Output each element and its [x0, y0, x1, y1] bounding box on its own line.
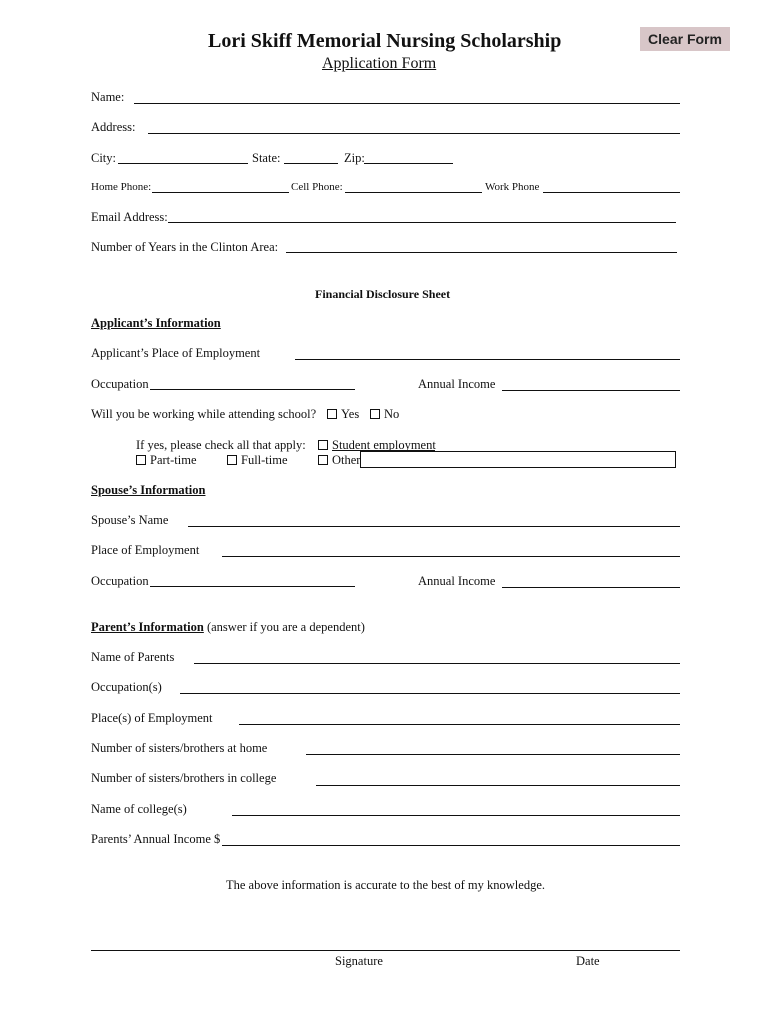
city-label: City:: [91, 151, 117, 165]
zip-label: Zip:: [344, 151, 365, 165]
siblings-home-label: Number of sisters/brothers at home: [91, 741, 268, 755]
parent-names-field[interactable]: [194, 663, 680, 664]
student-employment-checkbox[interactable]: [318, 440, 328, 450]
parents-income-label: Parents’ Annual Income $: [91, 832, 221, 846]
applicant-income-field[interactable]: [502, 390, 680, 391]
name-label: Name:: [91, 90, 125, 104]
accuracy-statement: The above information is accurate to the best of my knowledge.: [226, 878, 545, 892]
full-time-label: Full-time: [241, 453, 288, 467]
applicant-income-label: Annual Income: [418, 377, 496, 391]
spouse-employment-label: Place of Employment: [91, 543, 200, 557]
address-label: Address:: [91, 120, 136, 134]
page-subtitle: Application Form: [322, 55, 437, 72]
address-field[interactable]: [148, 133, 680, 134]
state-label: State:: [252, 151, 281, 165]
applicant-heading: Applicant’s Information: [91, 316, 221, 330]
spouse-occupation-field[interactable]: [150, 586, 355, 587]
siblings-college-field[interactable]: [316, 785, 680, 786]
spouse-employment-field[interactable]: [222, 556, 680, 557]
siblings-college-label: Number of sisters/brothers in college: [91, 771, 277, 785]
other-label: Other: [332, 453, 361, 467]
colleges-field[interactable]: [232, 815, 680, 816]
clear-form-button[interactable]: Clear Form: [640, 27, 730, 51]
date-label: Date: [576, 954, 600, 968]
parent-names-label: Name of Parents: [91, 650, 175, 664]
spouse-name-field[interactable]: [188, 526, 680, 527]
work-phone-label: Work Phone: [485, 181, 540, 193]
yes-checkbox[interactable]: [327, 409, 337, 419]
yes-label: Yes: [341, 407, 360, 421]
financial-heading: Financial Disclosure Sheet: [315, 287, 451, 301]
no-label: No: [384, 407, 400, 421]
applicant-employment-field[interactable]: [295, 359, 680, 360]
colleges-label: Name of college(s): [91, 802, 187, 816]
spouse-income-label: Annual Income: [418, 574, 496, 588]
parent-occupations-label: Occupation(s): [91, 680, 162, 694]
home-phone-field[interactable]: [152, 192, 289, 193]
zip-field[interactable]: [364, 163, 453, 164]
spouse-heading: Spouse’s Information: [91, 483, 206, 497]
email-field[interactable]: [168, 222, 676, 223]
applicant-employment-label: Applicant’s Place of Employment: [91, 346, 261, 360]
cell-phone-label: Cell Phone:: [291, 181, 343, 193]
working-question: Will you be working while attending school?: [91, 407, 317, 421]
no-checkbox[interactable]: [370, 409, 380, 419]
email-label: Email Address:: [91, 210, 168, 224]
parents-heading: Parent’s Information: [91, 620, 204, 634]
other-text-field[interactable]: [360, 451, 676, 468]
name-field[interactable]: [134, 103, 680, 104]
parents-income-field[interactable]: [222, 845, 680, 846]
parent-employment-label: Place(s) of Employment: [91, 711, 213, 725]
signature-line[interactable]: [91, 950, 680, 951]
applicant-occupation-label: Occupation: [91, 377, 149, 391]
city-field[interactable]: [118, 163, 248, 164]
applicant-occupation-field[interactable]: [150, 389, 355, 390]
state-field[interactable]: [284, 163, 338, 164]
student-employment-label: Student employment: [332, 438, 436, 452]
spouse-name-label: Spouse’s Name: [91, 513, 169, 527]
signature-label: Signature: [335, 954, 383, 968]
years-field[interactable]: [286, 252, 677, 253]
cell-phone-field[interactable]: [345, 192, 482, 193]
years-label: Number of Years in the Clinton Area:: [91, 240, 279, 254]
parent-employment-field[interactable]: [239, 724, 680, 725]
full-time-checkbox[interactable]: [227, 455, 237, 465]
parents-note: (answer if you are a dependent): [206, 620, 365, 634]
parent-occupations-field[interactable]: [180, 693, 680, 694]
if-yes-label: If yes, please check all that apply:: [136, 438, 306, 452]
spouse-income-field[interactable]: [502, 587, 680, 588]
part-time-checkbox[interactable]: [136, 455, 146, 465]
other-checkbox[interactable]: [318, 455, 328, 465]
work-phone-field[interactable]: [543, 192, 680, 193]
home-phone-label: Home Phone:: [91, 181, 152, 193]
spouse-occupation-label: Occupation: [91, 574, 149, 588]
parents-heading-row: [91, 620, 365, 635]
part-time-label: Part-time: [150, 453, 197, 467]
page-title: Lori Skiff Memorial Nursing Scholarship: [208, 30, 562, 52]
siblings-home-field[interactable]: [306, 754, 680, 755]
